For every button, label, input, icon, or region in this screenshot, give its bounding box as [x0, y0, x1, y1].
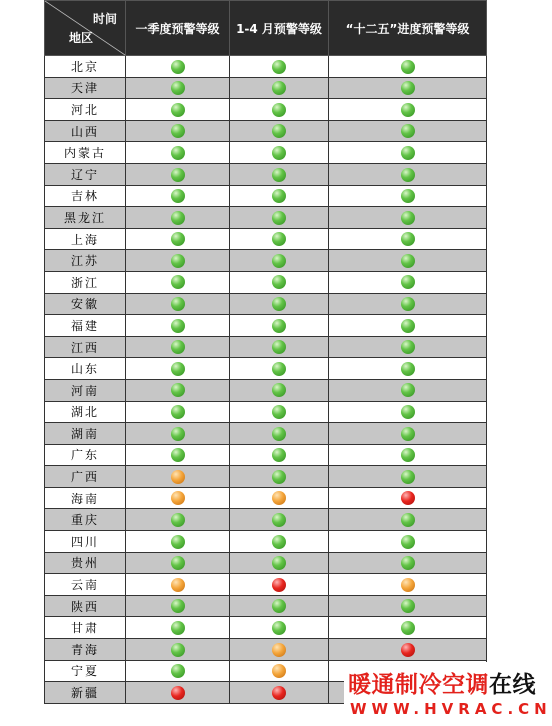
table-row [45, 509, 487, 531]
status-light-green-icon [401, 211, 415, 225]
table-row [45, 466, 487, 488]
region-cell: 海南 [45, 487, 126, 509]
status-cell-fyp12 [329, 120, 487, 142]
status-cell-q1 [126, 77, 230, 99]
status-cell-jan-apr [230, 56, 329, 78]
status-cell-fyp12 [329, 228, 487, 250]
table-row [45, 358, 487, 380]
status-cell-fyp12 [329, 56, 487, 78]
status-cell-jan-apr [230, 660, 329, 682]
status-cell-jan-apr [230, 142, 329, 164]
region-cell: 山东 [45, 358, 126, 380]
status-light-green-icon [171, 664, 185, 678]
status-cell-jan-apr [230, 466, 329, 488]
status-light-green-icon [272, 103, 286, 117]
status-cell-jan-apr [230, 509, 329, 531]
status-cell-fyp12 [329, 163, 487, 185]
status-cell-q1 [126, 509, 230, 531]
status-cell-fyp12 [329, 595, 487, 617]
status-light-green-icon [401, 448, 415, 462]
region-cell: 吉林 [45, 185, 126, 207]
status-light-green-icon [171, 427, 185, 441]
status-cell-q1 [126, 531, 230, 553]
status-cell-jan-apr [230, 423, 329, 445]
region-cell: 浙江 [45, 271, 126, 293]
status-cell-fyp12 [329, 531, 487, 553]
table-row [45, 401, 487, 423]
status-cell-fyp12 [329, 77, 487, 99]
region-cell: 广东 [45, 444, 126, 466]
status-light-green-icon [401, 383, 415, 397]
status-cell-jan-apr [230, 271, 329, 293]
status-light-green-icon [401, 124, 415, 138]
status-light-green-icon [171, 643, 185, 657]
status-cell-fyp12 [329, 379, 487, 401]
status-cell-q1 [126, 207, 230, 229]
region-cell: 北京 [45, 56, 126, 78]
table-row [45, 250, 487, 272]
table-row [45, 595, 487, 617]
status-cell-fyp12 [329, 552, 487, 574]
table-row [45, 444, 487, 466]
status-light-green-icon [272, 297, 286, 311]
table-row [45, 617, 487, 639]
status-cell-jan-apr [230, 315, 329, 337]
status-light-green-icon [401, 232, 415, 246]
region-cell: 黑龙江 [45, 207, 126, 229]
status-cell-q1 [126, 552, 230, 574]
region-cell: 广西 [45, 466, 126, 488]
status-cell-q1 [126, 423, 230, 445]
status-light-green-icon [272, 275, 286, 289]
table-row [45, 315, 487, 337]
status-cell-q1 [126, 660, 230, 682]
status-light-green-icon [272, 81, 286, 95]
status-cell-fyp12 [329, 99, 487, 121]
status-cell-jan-apr [230, 379, 329, 401]
table-row [45, 185, 487, 207]
warning-level-table-container [44, 0, 486, 704]
status-light-green-icon [401, 81, 415, 95]
status-light-green-icon [171, 535, 185, 549]
table-row [45, 228, 487, 250]
table-row [45, 574, 487, 596]
status-cell-jan-apr [230, 574, 329, 596]
table-row [45, 487, 487, 509]
status-cell-fyp12 [329, 509, 487, 531]
status-cell-q1 [126, 466, 230, 488]
status-cell-q1 [126, 336, 230, 358]
status-cell-fyp12 [329, 358, 487, 380]
column-header-q1: 一季度预警等级 [126, 1, 230, 56]
status-cell-q1 [126, 185, 230, 207]
status-light-green-icon [272, 211, 286, 225]
region-cell: 内蒙古 [45, 142, 126, 164]
watermark-logo [344, 662, 552, 726]
table-row [45, 531, 487, 553]
status-cell-jan-apr [230, 120, 329, 142]
status-cell-q1 [126, 595, 230, 617]
status-cell-q1 [126, 271, 230, 293]
status-cell-jan-apr [230, 336, 329, 358]
status-cell-fyp12 [329, 444, 487, 466]
status-cell-jan-apr [230, 639, 329, 661]
status-cell-fyp12 [329, 185, 487, 207]
region-cell: 湖北 [45, 401, 126, 423]
status-cell-fyp12 [329, 293, 487, 315]
status-cell-q1 [126, 142, 230, 164]
watermark-url: WWW.HVRAC.CN [350, 700, 552, 718]
corner-header-cell [45, 1, 126, 56]
status-light-green-icon [171, 254, 185, 268]
status-light-green-icon [272, 168, 286, 182]
status-light-green-icon [401, 513, 415, 527]
corner-region-label: 地区 [69, 31, 94, 45]
status-light-green-icon [272, 60, 286, 74]
status-light-green-icon [401, 146, 415, 160]
status-light-green-icon [401, 470, 415, 484]
status-light-green-icon [171, 275, 185, 289]
region-cell: 青海 [45, 639, 126, 661]
status-cell-fyp12 [329, 336, 487, 358]
status-cell-jan-apr [230, 293, 329, 315]
region-cell: 天津 [45, 77, 126, 99]
status-light-green-icon [401, 103, 415, 117]
column-header-12th-fyp: “十二五”进度预警等级 [329, 1, 487, 56]
status-light-green-icon [272, 232, 286, 246]
status-light-green-icon [171, 383, 185, 397]
region-cell: 江西 [45, 336, 126, 358]
status-cell-q1 [126, 315, 230, 337]
status-cell-q1 [126, 444, 230, 466]
status-light-green-icon [272, 254, 286, 268]
status-cell-q1 [126, 163, 230, 185]
status-light-green-icon [401, 599, 415, 613]
status-cell-q1 [126, 639, 230, 661]
status-light-green-icon [171, 621, 185, 635]
status-cell-jan-apr [230, 617, 329, 639]
status-light-green-icon [171, 599, 185, 613]
table-row [45, 207, 487, 229]
status-light-green-icon [401, 621, 415, 635]
status-light-green-icon [272, 448, 286, 462]
region-cell: 四川 [45, 531, 126, 553]
header-row [45, 1, 487, 56]
status-light-green-icon [171, 124, 185, 138]
status-light-green-icon [272, 405, 286, 419]
status-cell-jan-apr [230, 444, 329, 466]
status-cell-q1 [126, 682, 230, 704]
status-cell-jan-apr [230, 552, 329, 574]
status-light-green-icon [272, 319, 286, 333]
table-body [45, 56, 487, 704]
status-cell-jan-apr [230, 207, 329, 229]
status-cell-jan-apr [230, 595, 329, 617]
status-light-green-icon [401, 535, 415, 549]
status-light-green-icon [272, 340, 286, 354]
status-cell-q1 [126, 574, 230, 596]
status-light-green-icon [171, 189, 185, 203]
status-light-green-icon [401, 254, 415, 268]
status-light-green-icon [272, 513, 286, 527]
status-light-green-icon [401, 275, 415, 289]
status-cell-q1 [126, 487, 230, 509]
region-cell: 云南 [45, 574, 126, 596]
status-cell-fyp12 [329, 423, 487, 445]
region-cell: 贵州 [45, 552, 126, 574]
status-cell-jan-apr [230, 250, 329, 272]
status-light-green-icon [171, 211, 185, 225]
table-row [45, 423, 487, 445]
region-cell: 河北 [45, 99, 126, 121]
table-row [45, 552, 487, 574]
status-light-green-icon [272, 146, 286, 160]
status-light-red-icon [401, 643, 415, 657]
region-cell: 江苏 [45, 250, 126, 272]
status-cell-q1 [126, 401, 230, 423]
status-light-orange-icon [171, 578, 185, 592]
status-cell-jan-apr [230, 163, 329, 185]
status-cell-fyp12 [329, 401, 487, 423]
status-light-green-icon [272, 621, 286, 635]
status-cell-jan-apr [230, 487, 329, 509]
table-row [45, 379, 487, 401]
status-cell-fyp12 [329, 271, 487, 293]
status-light-orange-icon [272, 491, 286, 505]
status-light-green-icon [401, 405, 415, 419]
status-cell-fyp12 [329, 207, 487, 229]
status-light-green-icon [171, 513, 185, 527]
status-light-green-icon [171, 556, 185, 570]
status-light-green-icon [171, 297, 185, 311]
status-cell-jan-apr [230, 77, 329, 99]
table-row [45, 142, 487, 164]
region-cell: 重庆 [45, 509, 126, 531]
region-cell: 福建 [45, 315, 126, 337]
status-light-orange-icon [401, 578, 415, 592]
watermark-brand [348, 666, 536, 699]
status-cell-fyp12 [329, 574, 487, 596]
status-light-green-icon [171, 60, 185, 74]
status-light-green-icon [272, 470, 286, 484]
table-row [45, 99, 487, 121]
status-light-orange-icon [171, 470, 185, 484]
status-light-green-icon [401, 319, 415, 333]
status-light-red-icon [272, 686, 286, 700]
region-cell: 宁夏 [45, 660, 126, 682]
status-cell-q1 [126, 617, 230, 639]
watermark-brand-dark: 在线 [489, 672, 536, 698]
status-light-green-icon [401, 60, 415, 74]
status-light-green-icon [272, 556, 286, 570]
table-row [45, 336, 487, 358]
status-light-green-icon [272, 189, 286, 203]
warning-level-table [44, 0, 487, 704]
status-light-green-icon [401, 297, 415, 311]
status-cell-q1 [126, 358, 230, 380]
status-cell-q1 [126, 56, 230, 78]
table-row [45, 271, 487, 293]
status-light-green-icon [171, 103, 185, 117]
status-light-green-icon [272, 362, 286, 376]
status-cell-q1 [126, 293, 230, 315]
region-cell: 湖南 [45, 423, 126, 445]
table-row [45, 77, 487, 99]
status-light-green-icon [171, 319, 185, 333]
status-cell-jan-apr [230, 358, 329, 380]
status-light-orange-icon [272, 664, 286, 678]
status-light-green-icon [171, 448, 185, 462]
status-light-green-icon [401, 189, 415, 203]
watermark-brand-red: 暖通制冷空调 [348, 672, 489, 698]
region-cell: 甘肃 [45, 617, 126, 639]
status-light-green-icon [401, 168, 415, 182]
corner-time-label: 时间 [92, 12, 117, 26]
status-cell-fyp12 [329, 639, 487, 661]
status-cell-fyp12 [329, 487, 487, 509]
status-cell-q1 [126, 120, 230, 142]
table-row [45, 120, 487, 142]
status-light-green-icon [401, 340, 415, 354]
status-light-orange-icon [272, 643, 286, 657]
region-cell: 安徽 [45, 293, 126, 315]
region-cell: 河南 [45, 379, 126, 401]
region-cell: 新疆 [45, 682, 126, 704]
status-light-green-icon [171, 81, 185, 95]
table-row [45, 163, 487, 185]
status-light-red-icon [171, 686, 185, 700]
status-cell-fyp12 [329, 315, 487, 337]
status-light-red-icon [401, 491, 415, 505]
status-cell-jan-apr [230, 228, 329, 250]
status-cell-q1 [126, 250, 230, 272]
status-cell-fyp12 [329, 466, 487, 488]
status-cell-jan-apr [230, 531, 329, 553]
status-cell-fyp12 [329, 617, 487, 639]
status-cell-q1 [126, 379, 230, 401]
status-light-green-icon [272, 535, 286, 549]
status-light-green-icon [272, 383, 286, 397]
status-light-red-icon [272, 578, 286, 592]
status-light-green-icon [171, 405, 185, 419]
status-light-green-icon [272, 427, 286, 441]
status-cell-jan-apr [230, 99, 329, 121]
status-light-green-icon [401, 362, 415, 376]
status-cell-fyp12 [329, 250, 487, 272]
status-light-green-icon [171, 340, 185, 354]
status-light-orange-icon [171, 491, 185, 505]
region-cell: 辽宁 [45, 163, 126, 185]
status-cell-jan-apr [230, 401, 329, 423]
status-cell-fyp12 [329, 142, 487, 164]
status-cell-jan-apr [230, 185, 329, 207]
status-light-green-icon [171, 362, 185, 376]
table-row [45, 639, 487, 661]
status-light-green-icon [171, 146, 185, 160]
column-header-jan-apr: 1-4 月预警等级 [230, 1, 329, 56]
table-row [45, 293, 487, 315]
status-cell-q1 [126, 228, 230, 250]
region-cell: 上海 [45, 228, 126, 250]
region-cell: 山西 [45, 120, 126, 142]
status-light-green-icon [272, 599, 286, 613]
table-row [45, 56, 487, 78]
status-light-green-icon [401, 427, 415, 441]
status-light-green-icon [401, 556, 415, 570]
status-light-green-icon [171, 168, 185, 182]
status-cell-jan-apr [230, 682, 329, 704]
status-cell-q1 [126, 99, 230, 121]
status-light-green-icon [272, 124, 286, 138]
status-light-green-icon [171, 232, 185, 246]
region-cell: 陕西 [45, 595, 126, 617]
